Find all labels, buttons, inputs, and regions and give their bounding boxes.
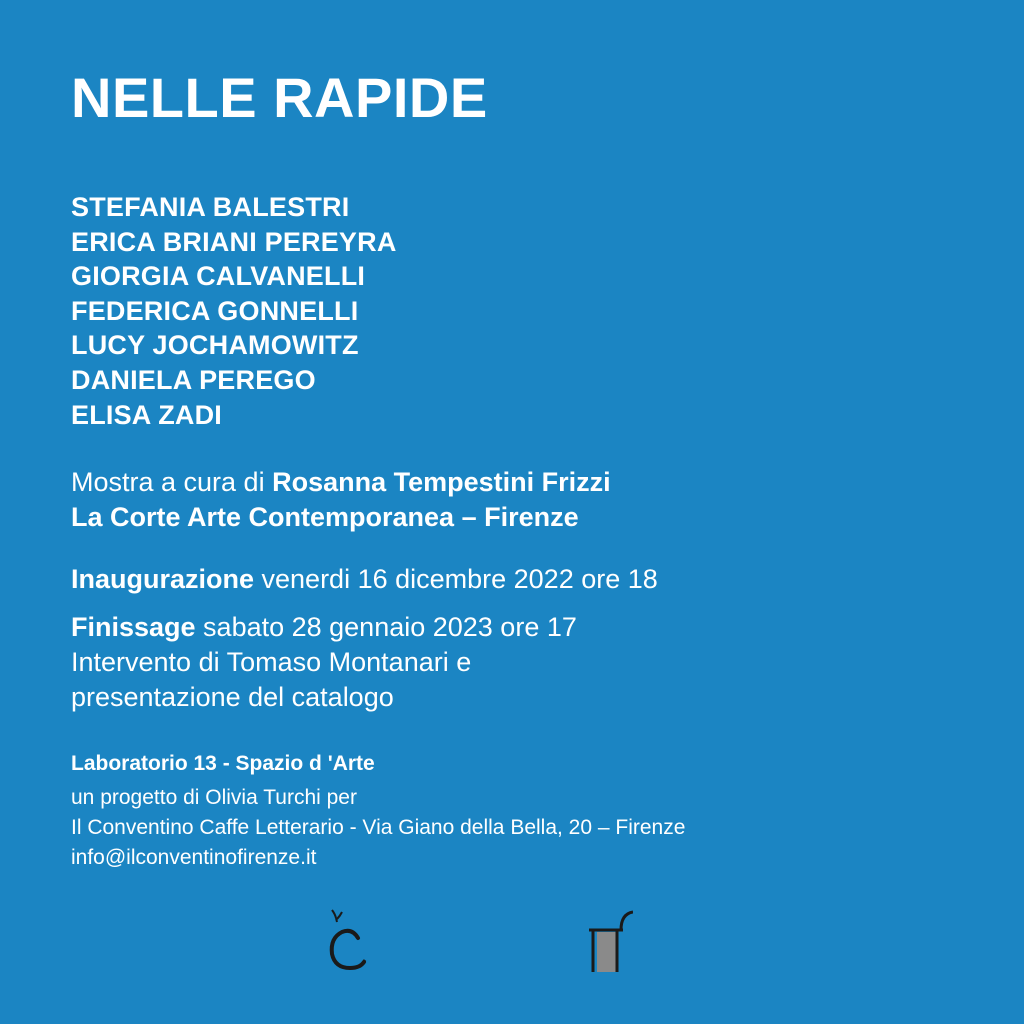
finissage-label: Finissage: [71, 612, 196, 642]
artist-list: [71, 190, 397, 432]
venue-block: [71, 749, 685, 873]
artist-name: ERICA BRIANI PEREYRA: [71, 226, 397, 257]
venue-name: Laboratorio 13 - Spazio d 'Arte: [71, 752, 375, 775]
gallery-name: La Corte Arte Contemporanea – Firenze: [71, 502, 579, 532]
artist-name: STEFANIA BALESTRI: [71, 192, 350, 222]
curator-prefix: Mostra a cura di: [71, 467, 273, 497]
artist-name: LUCY JOCHAMOWITZ: [71, 330, 359, 361]
finissage-catalog: presentazione del catalogo: [71, 682, 394, 712]
curator-block: [71, 465, 611, 535]
venue-address: Il Conventino Caffe Letterario - Via Giano della Bella, 20 – Firenze: [71, 816, 686, 839]
artist-name: ELISA ZADI: [71, 399, 223, 430]
venue-project: un progetto di Olivia Turchi per: [71, 786, 357, 809]
artist-name: DANIELA PEREGO: [71, 364, 316, 395]
t-logo-icon: [583, 908, 633, 978]
inauguration-label: Inaugurazione: [71, 564, 255, 594]
curator-name: Rosanna Tempestini Frizzi: [272, 467, 611, 497]
c-logo-icon: [320, 908, 370, 978]
artist-name: GIORGIA CALVANELLI: [71, 261, 366, 292]
inauguration-line: [71, 562, 658, 597]
venue-email: info@ilconventinofirenze.it: [71, 846, 317, 869]
artist-name: FEDERICA GONNELLI: [71, 295, 359, 326]
finissage-speaker: Intervento di Tomaso Montanari e: [71, 647, 472, 677]
finissage-block: [71, 610, 577, 715]
poster-title: NELLE RAPIDE: [71, 66, 488, 129]
finissage-date: sabato 28 gennaio 2023 ore 17: [195, 612, 577, 642]
inauguration-date: venerdi 16 dicembre 2022 ore 18: [254, 564, 658, 594]
